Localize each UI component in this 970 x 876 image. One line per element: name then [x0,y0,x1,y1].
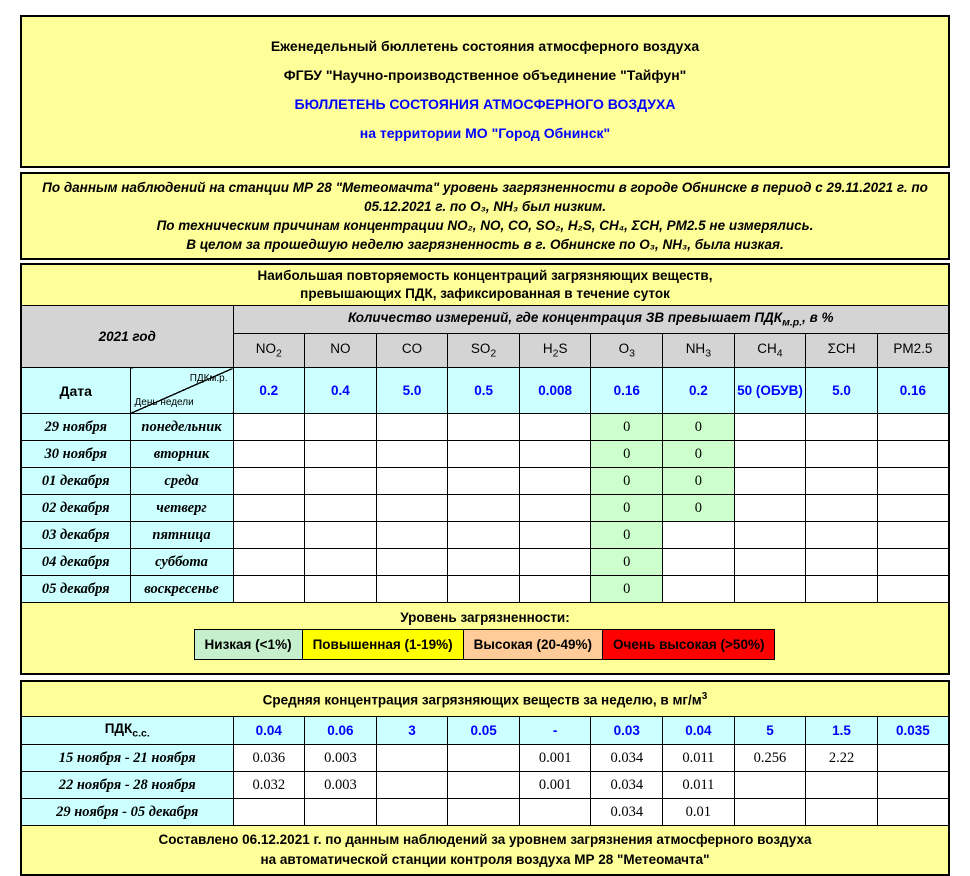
value-cell-nh3 [663,576,735,603]
table-row [21,441,949,468]
pdk-mr-value: 0.2 [233,368,305,414]
avg-value-cell [233,799,305,826]
value-cell [305,441,377,468]
value-cell [734,549,806,576]
organization-name: ФГБУ "Научно-производственное объединение "Тайфун" [283,67,687,83]
summary-block [20,172,950,260]
week-label-cell: 15 ноября - 21 ноября [21,745,233,772]
measurements-header-suffix: , в % [802,310,834,326]
average-concentration-table [20,680,950,876]
chem-sub: 3 [705,347,712,360]
chem-label: H [542,341,553,357]
avg-value-cell: 0.001 [519,745,591,772]
avg-value-cell: 0.034 [591,772,663,799]
column-header-co [376,334,448,368]
chem-label: NH [685,341,706,357]
value-cell [806,441,878,468]
avg-value-cell: 0.032 [233,772,305,799]
average-title-text: Средняя концентрация загрязняющих веществ за неделю, в мг/м [262,692,702,708]
value-cell [448,522,520,549]
value-cell [734,522,806,549]
avg-value-cell: 0.034 [591,745,663,772]
value-cell [806,576,878,603]
table-row [21,495,949,522]
chem-label: NO [255,341,276,357]
avg-value-cell: 0.256 [734,745,806,772]
exceedance-table-title [21,264,949,306]
average-title-sup: 3 [701,690,708,702]
chem-label: SO [470,341,491,357]
avg-value-cell: 0.001 [519,772,591,799]
pdk-ss-value: 0.05 [448,717,520,745]
header-block [20,15,950,168]
column-header-so2 [448,334,520,368]
value-cell [376,576,448,603]
legend-boxes [22,629,948,660]
table-row [21,576,949,603]
date-cell: 03 декабря [21,522,130,549]
value-cell [233,495,305,522]
value-cell [376,414,448,441]
value-cell [734,495,806,522]
value-cell [233,414,305,441]
value-cell-o3: 0 [591,549,663,576]
summary-paragraph-technical: По техническим причинам концентрации NO₂, NO, CO, SO₂, H₂S, CH₄, ΣCH, PM2.5 не измерялись. [156,218,814,233]
avg-value-cell [806,799,878,826]
value-cell [233,549,305,576]
avg-value-cell: 0.003 [305,745,377,772]
value-cell [448,549,520,576]
bulletin-title: Еженедельный бюллетень состояния атмосферного воздуха [270,38,700,54]
value-cell-nh3 [663,549,735,576]
table-row [21,414,949,441]
pdk-ss-row [21,717,949,745]
table-row [21,745,949,772]
pdk-mr-value: 0.16 [877,368,949,414]
avg-value-cell [448,799,520,826]
date-cell: 04 декабря [21,549,130,576]
footer-line2: на автоматической станции контроля воздуха МР 28 "Метеомачта" [260,852,710,867]
value-cell [376,441,448,468]
value-cell-nh3 [663,522,735,549]
pdk-mr-value: 5.0 [376,368,448,414]
value-cell-o3: 0 [591,414,663,441]
value-cell-o3: 0 [591,495,663,522]
date-cell: 02 декабря [21,495,130,522]
value-cell-nh3: 0 [663,441,735,468]
value-cell-o3: 0 [591,468,663,495]
chem-label: PM2.5 [893,341,933,357]
avg-value-cell [806,772,878,799]
value-cell [877,495,949,522]
pdk-ss-value: 0.06 [305,717,377,745]
diagonal-label-pdk: ПДКм.р. [189,373,228,384]
summary-paragraph-conclusion: В целом за прошедшую неделю загрязненность в г. Обнинске по O₃, NH₃, была низкая. [186,237,784,252]
week-label-cell: 29 ноября - 05 декабря [21,799,233,826]
pdk-ss-label-cell [21,717,233,745]
pdk-mr-value: 5.0 [806,368,878,414]
value-cell [305,468,377,495]
chem-post: S [558,341,568,357]
pdk-ss-value: 0.035 [877,717,949,745]
value-cell [448,441,520,468]
value-cell [806,549,878,576]
exceedance-table [20,263,950,675]
column-header-nh3 [663,334,735,368]
value-cell-nh3: 0 [663,495,735,522]
pdk-mr-value: 0.5 [448,368,520,414]
year-cell: 2021 год [21,306,233,368]
chem-label: CO [401,341,423,357]
value-cell [877,576,949,603]
table-row [21,772,949,799]
pdk-ss-sub: с.с. [132,727,150,740]
avg-value-cell [376,772,448,799]
pdk-ss-value: 5 [734,717,806,745]
chem-sub: 2 [276,347,282,360]
value-cell [734,441,806,468]
value-cell [877,414,949,441]
diagonal-header-cell [130,368,233,414]
avg-value-cell [305,799,377,826]
day-cell: суббота [130,549,233,576]
table-row [21,468,949,495]
avg-value-cell: 0.01 [663,799,735,826]
value-cell [233,441,305,468]
value-cell [376,495,448,522]
value-cell [519,468,591,495]
day-cell: четверг [130,495,233,522]
exceedance-title-row [21,264,949,306]
legend-item-elevated: Повышенная (1-19%) [302,629,464,660]
date-cell: 30 ноября [21,441,130,468]
pdk-ss-value: 0.04 [233,717,305,745]
value-cell [233,522,305,549]
avg-value-cell [376,799,448,826]
avg-value-cell [734,772,806,799]
value-cell [519,414,591,441]
table-row [21,799,949,826]
value-cell [519,549,591,576]
bulletin-heading: БЮЛЛЕТЕНЬ СОСТОЯНИЯ АТМОСФЕРНОГО ВОЗДУХА [294,96,676,112]
value-cell [519,441,591,468]
value-cell [233,468,305,495]
value-cell [806,468,878,495]
day-cell: воскресенье [130,576,233,603]
legend-title: Уровень загрязненности: [400,610,570,625]
legend-item-high: Высокая (20-49%) [463,629,603,660]
avg-value-cell: 2.22 [806,745,878,772]
pdk-mr-value: 0.4 [305,368,377,414]
avg-value-cell [877,745,949,772]
value-cell [233,576,305,603]
avg-value-cell [734,799,806,826]
value-cell [877,468,949,495]
header-row-1 [21,306,949,334]
summary-paragraph-observations: По данным наблюдений на станции МР 28 "Метеомачта" уровень загрязненности в городе Обнинске в период с 29.11.2021 г. по 05.12.2021 г. по O₃, NH₃ был низким. [42,180,928,214]
chem-label: O [618,341,630,357]
value-cell [734,468,806,495]
column-header-sch [806,334,878,368]
value-cell [448,576,520,603]
value-cell-o3: 0 [591,441,663,468]
value-cell [448,414,520,441]
column-header-no [305,334,377,368]
exceedance-title-line1: Наибольшая повторяемость концентраций загрязняющих веществ, [257,268,713,283]
exceedance-title-line2: превышающих ПДК, зафиксированная в течение суток [300,286,670,301]
avg-value-cell [877,799,949,826]
day-cell: среда [130,468,233,495]
diagonal-label-weekday: День недели [134,397,194,408]
value-cell [877,522,949,549]
chem-sub: 2 [490,347,497,360]
value-cell [519,495,591,522]
average-title-row [21,681,949,717]
column-header-pm25 [877,334,949,368]
legend-row [21,603,949,675]
value-cell [376,468,448,495]
value-cell [806,495,878,522]
avg-value-cell [448,772,520,799]
value-cell [806,414,878,441]
pdk-ss-value: 3 [376,717,448,745]
value-cell [376,549,448,576]
chem-label: ΣCH [827,341,856,357]
value-cell [448,495,520,522]
value-cell [734,414,806,441]
chem-sub: 2 [552,347,559,360]
value-cell-o3: 0 [591,576,663,603]
date-cell: 01 декабря [21,468,130,495]
avg-value-cell [376,745,448,772]
pollution-level-legend [21,603,949,675]
week-label-cell: 22 ноября - 28 ноября [21,772,233,799]
pdk-mr-row [21,368,949,414]
day-cell: понедельник [130,414,233,441]
date-header-cell: Дата [21,368,130,414]
avg-value-cell [877,772,949,799]
value-cell [734,576,806,603]
value-cell-o3: 0 [591,522,663,549]
value-cell [305,522,377,549]
value-cell [877,549,949,576]
column-header-h2s [519,334,591,368]
avg-value-cell: 0.036 [233,745,305,772]
table-row [21,549,949,576]
measurements-header-cell [233,306,949,334]
column-header-ch4 [734,334,806,368]
average-table-title [21,681,949,717]
pdk-mr-value: 0.16 [591,368,663,414]
day-cell: пятница [130,522,233,549]
column-header-o3 [591,334,663,368]
value-cell-nh3: 0 [663,414,735,441]
value-cell [519,576,591,603]
day-cell: вторник [130,441,233,468]
column-header-no2 [233,334,305,368]
pdk-ss-value: 0.04 [663,717,735,745]
footer-note [21,826,949,876]
value-cell [305,549,377,576]
value-cell [519,522,591,549]
chem-label: NO [330,341,351,357]
avg-value-cell [448,745,520,772]
pdk-mr-value: 0.2 [663,368,735,414]
legend-item-very-high: Очень высокая (>50%) [602,629,775,660]
pdk-ss-value: 0.03 [591,717,663,745]
territory-name: на территории МО "Город Обнинск" [359,125,611,141]
value-cell [305,414,377,441]
value-cell-nh3: 0 [663,468,735,495]
pdk-mr-value: 0.008 [519,368,591,414]
avg-value-cell: 0.011 [663,772,735,799]
date-cell: 05 декабря [21,576,130,603]
avg-value-cell: 0.011 [663,745,735,772]
avg-value-cell [519,799,591,826]
pdk-ss-label: ПДК [104,721,133,737]
chem-sub: 4 [776,347,783,360]
pdk-ss-value: 1.5 [806,717,878,745]
measurements-header-text: Количество измерений, где концентрация ЗВ превышает ПДК [347,310,783,326]
value-cell [305,576,377,603]
pdk-mr-value: 50 (ОБУВ) [734,368,806,414]
value-cell [877,441,949,468]
value-cell [376,522,448,549]
value-cell [448,468,520,495]
date-cell: 29 ноября [21,414,130,441]
chem-sub: 3 [629,347,635,360]
measurements-header-sub: м.р. [782,316,803,329]
pdk-ss-value: - [519,717,591,745]
footer-row [21,826,949,876]
chem-label: CH [757,341,777,357]
avg-value-cell: 0.034 [591,799,663,826]
value-cell [806,522,878,549]
table-row [21,522,949,549]
value-cell [305,495,377,522]
legend-item-low: Низкая (<1%) [194,629,303,660]
avg-value-cell: 0.003 [305,772,377,799]
footer-line1: Составлено 06.12.2021 г. по данным наблюдений за уровнем загрязнения атмосферного воздуха [158,832,812,847]
